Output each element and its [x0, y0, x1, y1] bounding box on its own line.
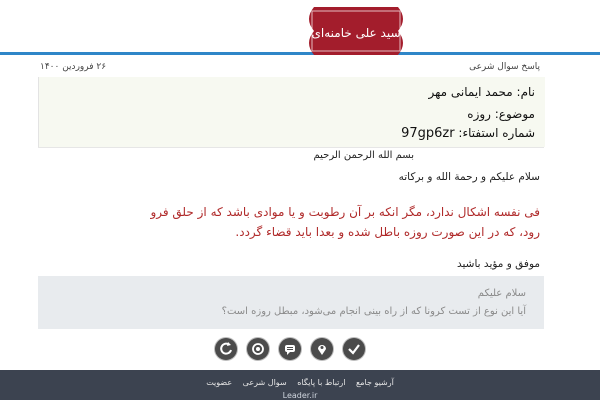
- page-title: پاسخ سوال شرعی: [469, 62, 540, 72]
- footer-link-archive[interactable]: آرشیو جامع: [356, 378, 394, 387]
- comment-icon[interactable]: [279, 338, 301, 360]
- footer-site-name[interactable]: Leader.ir: [282, 391, 318, 400]
- info-divider: [38, 147, 544, 148]
- checkmark-icon[interactable]: [343, 338, 365, 360]
- question-box: [38, 276, 544, 329]
- header-bar: [0, 0, 600, 52]
- answer-line-2: رود، که در این صورت روزه باطل شده و بعدا باید قضاء گردد.: [235, 225, 540, 239]
- footer-link-contact[interactable]: ارتباط با پایگاه: [297, 378, 346, 387]
- inquirer-name: نام: محمد ایمانی مهر: [428, 85, 535, 99]
- site-logo[interactable]: [304, 7, 408, 55]
- header-accent-line: [0, 52, 600, 55]
- bismillah-text: بسم الله الرحمن الرحیم: [313, 150, 414, 161]
- inquiry-info-box: [38, 77, 545, 147]
- greeting-text: سلام علیکم و رحمة الله و برکاته: [398, 171, 540, 183]
- inquiry-subject: موضوع: روزه: [467, 107, 535, 121]
- email-icon[interactable]: [247, 338, 269, 360]
- answer-line-1: فی نفسه اشکال ندارد، مگر انکه بر آن رطوبت و یا موادی باشد که از حلق فرو: [150, 205, 540, 219]
- closing-text: موفق و مؤید باشید: [457, 258, 540, 270]
- inquiry-code-label: شماره استفتاء:: [458, 126, 535, 140]
- inquiry-code: [401, 126, 535, 141]
- inquiry-code-value: 97gp6zr: [401, 126, 455, 141]
- footer-link-shari-question[interactable]: سوال شرعی: [242, 378, 287, 387]
- answer-date: ۲۶ فروردین ۱۴۰۰: [40, 62, 107, 72]
- location-icon[interactable]: [311, 338, 333, 360]
- logo-text: سید علی خامنه‌ای: [311, 26, 401, 40]
- question-greeting: سلام علیکم: [477, 288, 526, 299]
- share-toolbar: [213, 338, 368, 362]
- footer-links: [0, 378, 600, 387]
- question-text: آیا این نوع از تست کرونا که از راه بینی انجام می‌شود، مبطل روزه است؟: [221, 306, 526, 317]
- footer-link-membership[interactable]: عضویت: [206, 378, 233, 387]
- share-icon[interactable]: [215, 338, 237, 360]
